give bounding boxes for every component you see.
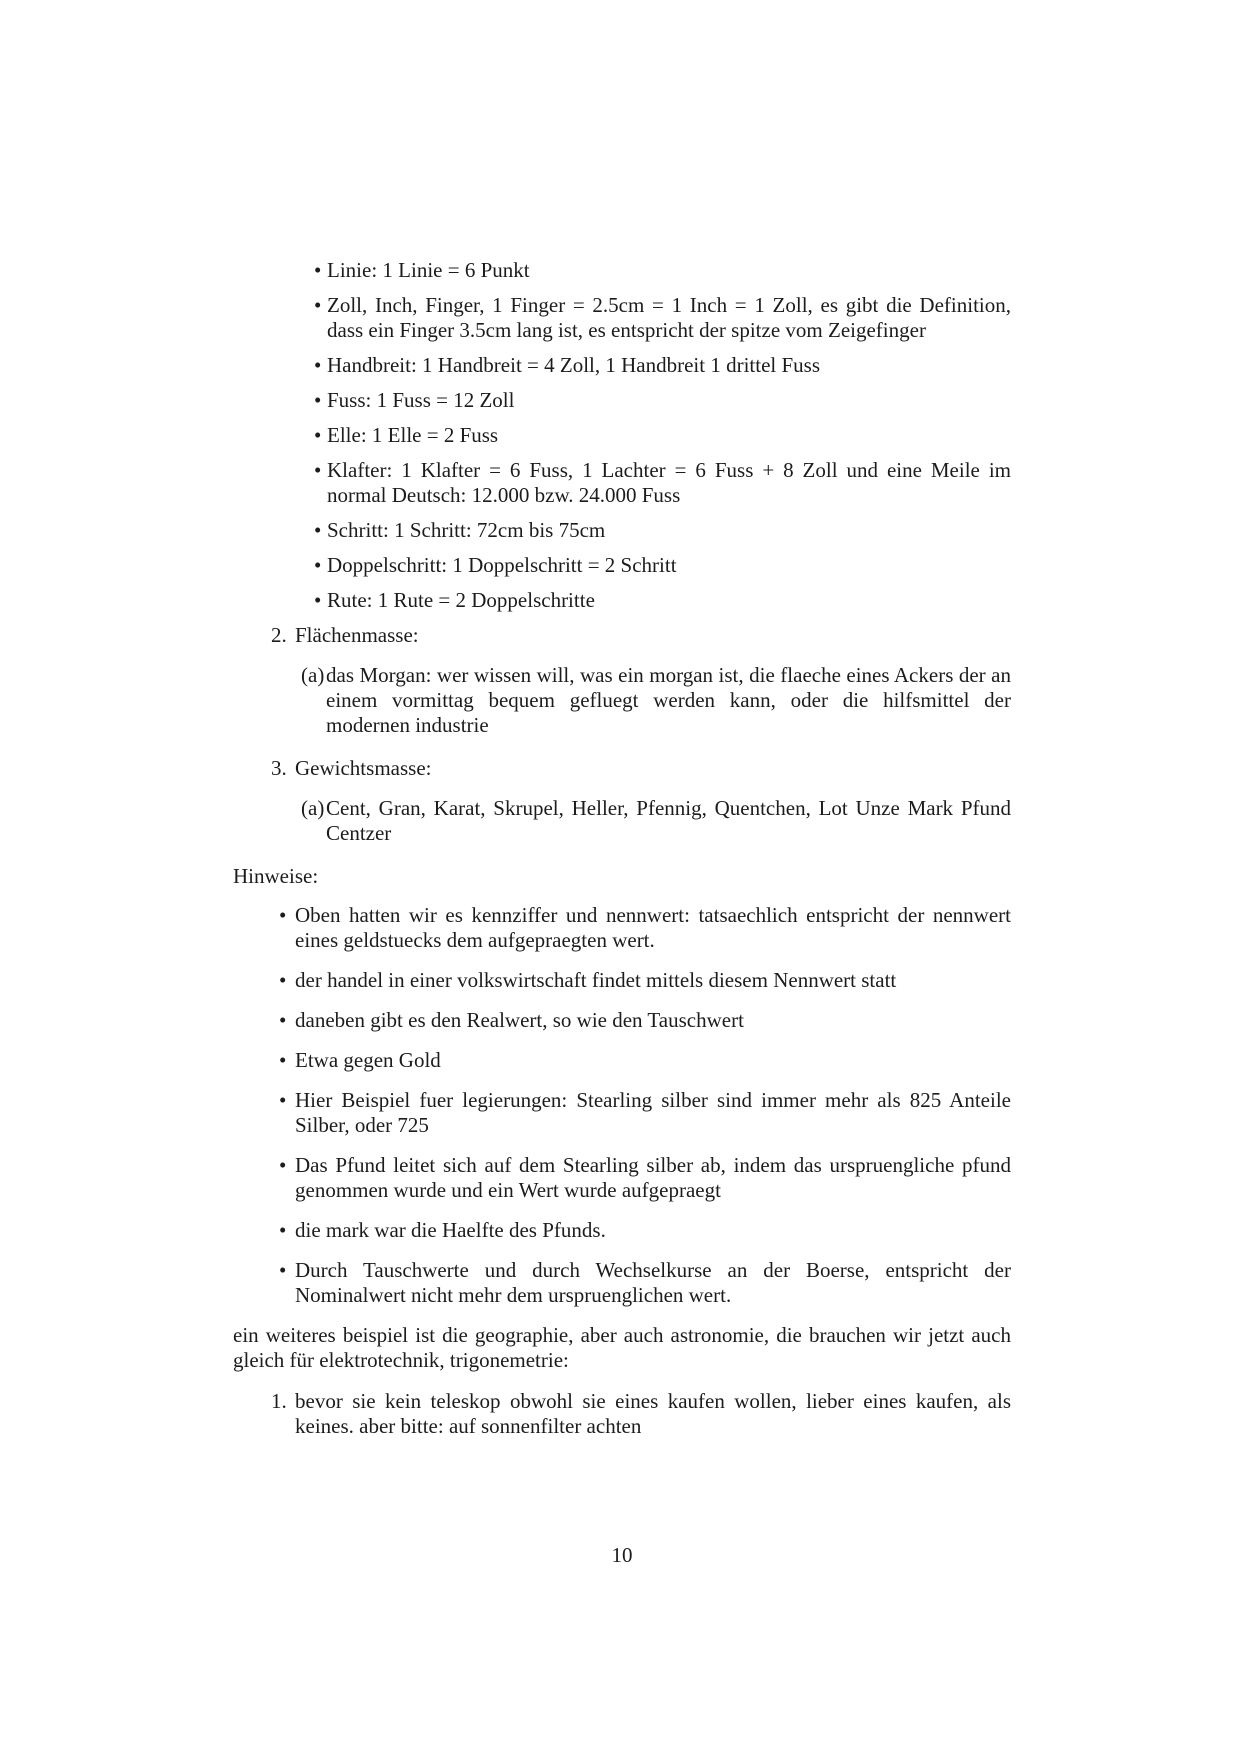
list-item — [233, 458, 1011, 508]
page-content — [233, 258, 1011, 1454]
bullet-icon: • — [279, 1218, 287, 1242]
enum-title: Flächenmasse: — [295, 623, 419, 647]
alpha-label: (a) — [301, 796, 325, 820]
enum-item-flaechenmasse — [233, 623, 1011, 648]
list-item — [233, 968, 1011, 993]
bullet-icon: • — [314, 388, 322, 412]
alpha-text: Cent, Gran, Karat, Skrupel, Heller, Pfennig, Quentchen, Lot Unze Mark Pfund Centzer — [326, 796, 1011, 845]
list-item — [233, 388, 1011, 413]
list-item-text: Linie: 1 Linie = 6 Punkt — [327, 258, 530, 282]
enum-number: 1. — [271, 1389, 287, 1413]
bullet-icon: • — [279, 1048, 287, 1072]
list-item — [233, 1088, 1011, 1138]
alpha-text: das Morgan: wer wissen will, was ein morgan ist, die flaeche eines Ackers der an einem vormittag bequem gefluegt werden kann, oder die hilfsmittel der modernen industrie — [326, 663, 1011, 737]
list-item — [233, 353, 1011, 378]
bullet-icon: • — [314, 353, 322, 377]
enum-title: Gewichtsmasse: — [295, 756, 432, 780]
list-item — [233, 1153, 1011, 1203]
enum-number: 2. — [271, 623, 287, 647]
alpha-label: (a) — [301, 663, 325, 687]
bullet-icon: • — [314, 553, 322, 577]
alpha-item-morgan — [233, 663, 1011, 738]
bullet-icon: • — [314, 293, 322, 317]
list-item-text: der handel in einer volkswirtschaft findet mittels diesem Nennwert statt — [295, 968, 897, 992]
list-item-text: die mark war die Haelfte des Pfunds. — [295, 1218, 606, 1242]
bullet-icon: • — [279, 1258, 287, 1282]
bullet-icon: • — [279, 968, 287, 992]
list-item-text: Fuss: 1 Fuss = 12 Zoll — [327, 388, 515, 412]
bullet-icon: • — [279, 1088, 287, 1112]
list-item — [233, 903, 1011, 953]
list-item-text: Etwa gegen Gold — [295, 1048, 441, 1072]
enum-text: bevor sie kein teleskop obwohl sie eines kaufen wollen, lieber eines kaufen, als keines. aber bitte: auf sonnenfilter achten — [295, 1389, 1011, 1438]
bullet-icon: • — [314, 423, 322, 447]
list-item — [233, 1218, 1011, 1243]
list-item — [233, 293, 1011, 343]
list-item — [233, 258, 1011, 283]
list-item — [233, 423, 1011, 448]
bullet-icon: • — [279, 903, 287, 927]
page-number: 10 — [611, 1543, 633, 1567]
list-item — [233, 553, 1011, 578]
list-item-text: Das Pfund leitet sich auf dem Stearling silber ab, indem das urspruengliche pfund genommen wurde und ein Wert wurde aufgepraegt — [295, 1153, 1011, 1202]
hinweise-list — [233, 903, 1011, 1308]
list-item — [233, 1048, 1011, 1073]
bullet-icon: • — [314, 588, 322, 612]
enum-item-teleskop — [233, 1389, 1011, 1439]
hinweise-heading: Hinweise: — [233, 864, 319, 888]
list-item-text: Rute: 1 Rute = 2 Doppelschritte — [327, 588, 595, 612]
list-item — [233, 518, 1011, 543]
measures-list — [233, 258, 1011, 613]
list-item-text: daneben gibt es den Realwert, so wie den Tauschwert — [295, 1008, 744, 1032]
list-item-text: Zoll, Inch, Finger, 1 Finger = 2.5cm = 1 Inch = 1 Zoll, es gibt die Definition, dass ein Finger 3.5cm lang ist, es entspricht der spitze vom Zeigefinger — [327, 293, 1011, 342]
bullet-icon: • — [314, 518, 322, 542]
list-item-text: Durch Tauschwerte und durch Wechselkurse an der Boerse, entspricht der Nominalwert nicht mehr dem urspruenglichen wert. — [295, 1258, 1011, 1307]
list-item-text: Hier Beispiel fuer legierungen: Stearling silber sind immer mehr als 825 Anteile Silber, oder 725 — [295, 1088, 1011, 1137]
bullet-icon: • — [314, 458, 322, 482]
list-item-text: Handbreit: 1 Handbreit = 4 Zoll, 1 Handbreit 1 drittel Fuss — [327, 353, 821, 377]
list-item-text: Klafter: 1 Klafter = 6 Fuss, 1 Lachter = 6 Fuss + 8 Zoll und eine Meile im normal Deutsch: 12.000 bzw. 24.000 Fuss — [327, 458, 1011, 507]
list-item-text: Doppelschritt: 1 Doppelschritt = 2 Schritt — [327, 553, 677, 577]
list-item — [233, 1258, 1011, 1308]
alpha-item-gewichte — [233, 796, 1011, 846]
list-item-text: Schritt: 1 Schritt: 72cm bis 75cm — [327, 518, 606, 542]
bullet-icon: • — [279, 1153, 287, 1177]
enum-item-gewichtsmasse — [233, 756, 1011, 781]
list-item-text: Elle: 1 Elle = 2 Fuss — [327, 423, 499, 447]
bullet-icon: • — [279, 1008, 287, 1032]
paragraph-geographie: ein weiteres beispiel ist die geographie, aber auch astronomie, die brauchen wir jetzt auch gleich für elektrotechnik, trigonemetrie: — [233, 1323, 1011, 1372]
list-item — [233, 1008, 1011, 1033]
bullet-icon: • — [314, 258, 322, 282]
list-item — [233, 588, 1011, 613]
list-item-text: Oben hatten wir es kennziffer und nennwert: tatsaechlich entspricht der nennwert eines geldstuecks dem aufgepraegten wert. — [295, 903, 1011, 952]
enum-number: 3. — [271, 756, 287, 780]
